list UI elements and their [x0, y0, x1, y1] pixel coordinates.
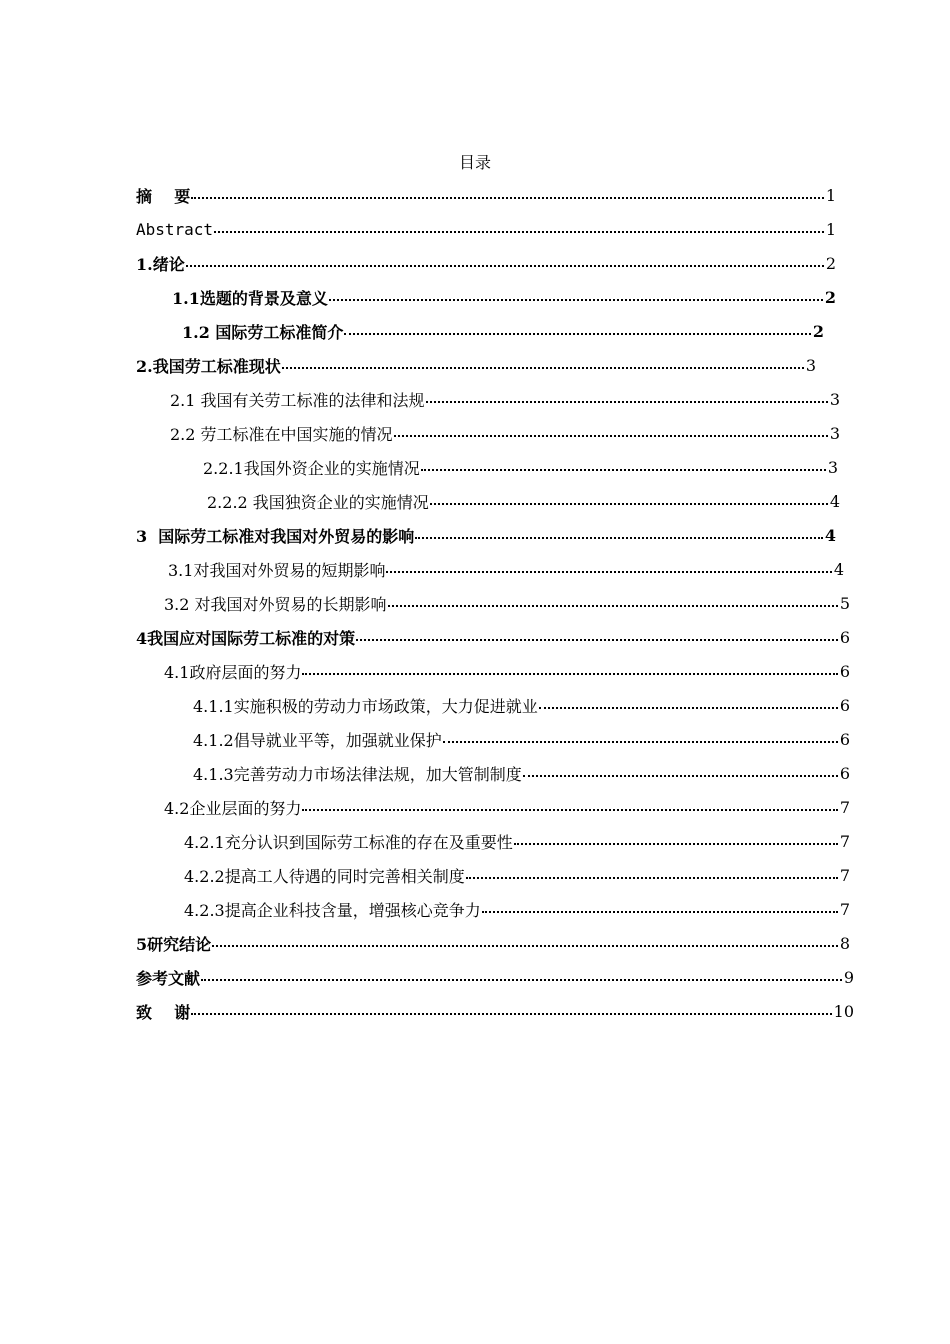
toc-entry[interactable] [136, 622, 850, 652]
toc-leader-dots [191, 185, 824, 205]
toc-entry-label: 3.2 对我国对外贸易的长期影响 [164, 594, 387, 614]
toc-leader-dots [201, 967, 842, 987]
toc-entry[interactable] [184, 826, 850, 856]
toc-entry-page: 3 [829, 389, 840, 409]
toc-entry-label: 2.1 我国有关劳工标准的法律和法规 [170, 390, 425, 410]
toc-entry-label: 4.2企业层面的努力 [164, 798, 302, 818]
toc-entry-page: 6 [839, 729, 850, 749]
toc-leader-dots [282, 355, 804, 375]
toc-entry-page: 3 [827, 457, 838, 477]
toc-entry[interactable] [182, 316, 824, 346]
toc-entry[interactable] [170, 418, 840, 448]
toc-entry-label: 1.2 国际劳工标准简介 [182, 322, 344, 342]
toc-entry[interactable] [136, 962, 854, 992]
toc-entry-page: 7 [839, 899, 850, 919]
toc-leader-dots [356, 627, 838, 647]
toc-leader-dots [191, 1001, 831, 1021]
toc-entry[interactable] [136, 214, 836, 244]
toc-leader-dots [482, 899, 838, 919]
toc-entry-page: 7 [839, 865, 850, 885]
toc-entry[interactable] [136, 928, 850, 958]
toc-entry[interactable] [164, 656, 850, 686]
toc-entry[interactable] [168, 554, 844, 584]
toc-entry-page: 2 [825, 253, 836, 273]
toc-entry[interactable] [136, 996, 854, 1026]
toc-entry-label: 5研究结论 [136, 934, 212, 954]
toc-leader-dots [344, 321, 810, 341]
toc-entry-page: 7 [839, 797, 850, 817]
toc-entry[interactable] [136, 350, 816, 380]
toc-entry[interactable] [164, 588, 850, 618]
toc-entry[interactable] [193, 690, 850, 720]
toc-leader-dots [514, 831, 838, 851]
toc-entry-label: 3.1对我国对外贸易的短期影响 [168, 560, 386, 580]
toc-entry-label: 4.2.2提高工人待遇的同时完善相关制度 [184, 866, 465, 886]
toc-entry-label: 4我国应对国际劳工标准的对策 [136, 628, 356, 648]
toc-entry-label: 4.1.1实施积极的劳动力市场政策，大力促进就业 [193, 696, 538, 716]
toc-entry-page: 6 [839, 661, 850, 681]
toc-entry-label: 4.2.3提高企业科技含量，增强核心竞争力 [184, 900, 481, 920]
toc-entry-label: 3 国际劳工标准对我国对外贸易的影响 [136, 526, 415, 546]
toc-entry-label: 2.2.2 我国独资企业的实施情况 [207, 492, 429, 512]
toc-entry[interactable] [136, 520, 836, 550]
toc-entry-label: 4.2.1充分认识到国际劳工标准的存在及重要性 [184, 832, 513, 852]
toc-leader-dots [386, 559, 831, 579]
toc-leader-dots [523, 763, 838, 783]
toc-entry-label: 4.1政府层面的努力 [164, 662, 302, 682]
toc-entry-page: 3 [829, 423, 840, 443]
toc-entry[interactable] [136, 248, 836, 278]
toc-leader-dots [302, 661, 837, 681]
toc-entry-page: 7 [839, 831, 850, 851]
toc-entry-page: 10 [833, 1001, 854, 1021]
toc-leader-dots [426, 389, 828, 409]
toc-leader-dots [539, 695, 838, 715]
toc-entry-label: 摘 要 [136, 186, 191, 206]
toc-entry-page: 6 [839, 695, 850, 715]
toc-entry-page: 4 [833, 559, 844, 579]
toc-leader-dots [430, 491, 828, 511]
toc-entry-label: 4.1.3完善劳动力市场法律法规，加大管制制度 [193, 764, 522, 784]
toc-leader-dots [443, 729, 838, 749]
toc-entry-page: 1 [825, 219, 836, 239]
toc-leader-dots [388, 593, 838, 613]
toc-entry[interactable] [184, 860, 850, 890]
toc-entry[interactable] [203, 452, 838, 482]
toc-entry-label: 2.2.1我国外资企业的实施情况 [203, 458, 420, 478]
toc-entry-label: Abstract [136, 219, 214, 239]
toc-leader-dots [421, 457, 826, 477]
toc-entry[interactable] [136, 180, 836, 210]
toc-leader-dots [214, 219, 824, 239]
toc-leader-dots [329, 287, 823, 307]
toc-entry-label: 参考文献 [136, 968, 201, 988]
toc-entry-label: 2.我国劳工标准现状 [136, 356, 281, 376]
toc-leader-dots [186, 253, 824, 273]
toc-entry-label: 4.1.2倡导就业平等，加强就业保护 [193, 730, 442, 750]
toc-entry-page: 4 [829, 491, 840, 511]
toc-leader-dots [466, 865, 838, 885]
toc-entry-label: 2.2 劳工标准在中国实施的情况 [170, 424, 393, 444]
toc-leader-dots [212, 933, 838, 953]
toc-leader-dots [302, 797, 837, 817]
toc-entry[interactable] [164, 792, 850, 822]
toc-leader-dots [415, 525, 823, 545]
toc-entry-page: 4 [824, 525, 836, 545]
toc-entry[interactable] [170, 384, 840, 414]
toc-entry-label: 致 谢 [136, 1002, 191, 1022]
toc-entry-page: 5 [839, 593, 850, 613]
toc-title: 目录 [458, 153, 491, 172]
toc-entry[interactable] [172, 282, 836, 312]
toc-leader-dots [394, 423, 828, 443]
toc-entry-label: 1.绪论 [136, 254, 185, 274]
toc-entry-page: 3 [805, 355, 816, 375]
toc-entry-page: 6 [839, 627, 850, 647]
toc-entry[interactable] [193, 758, 850, 788]
toc-entry-page: 1 [825, 185, 836, 205]
toc-entry-page: 8 [839, 933, 850, 953]
toc-entry-label: 1.1选题的背景及意义 [172, 288, 328, 308]
toc-entry[interactable] [193, 724, 850, 754]
toc-entry[interactable] [207, 486, 840, 516]
toc-entry-page: 2 [824, 287, 836, 307]
toc-entry-page: 9 [843, 967, 854, 987]
toc-entry-page: 6 [839, 763, 850, 783]
toc-entry[interactable] [184, 894, 850, 924]
toc-entry-page: 2 [812, 321, 824, 341]
